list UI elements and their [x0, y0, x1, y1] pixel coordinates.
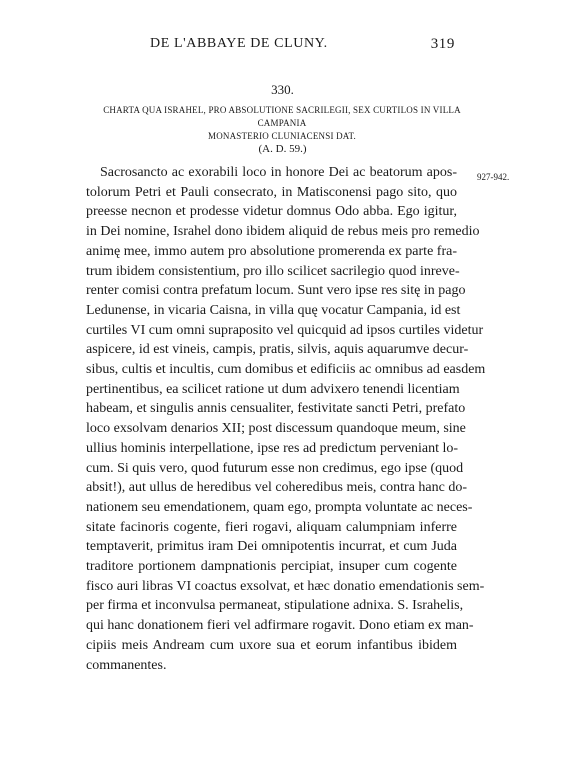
- body-line: commanentes.: [86, 657, 167, 673]
- body-line: cum. Si quis vero, quod futurum esse non credimus, ego ipse (quod: [86, 460, 464, 476]
- margin-date: 927-942.: [477, 172, 510, 182]
- body-line: Ledunense, in vicaria Caisna, in villa quę vocatur Campania, id est: [86, 302, 461, 318]
- body-line: nationem seu emendationem, quam ego, prompta voluntate ac neces-: [86, 499, 473, 515]
- body-line: temptaverit, primitus iram Dei omnipotentis incurrat, et cum Juda: [86, 539, 457, 555]
- body-line: absit!), aut ullus de heredibus vel coheredibus meis, contra hanc do-: [86, 480, 467, 496]
- charter-number: 330.: [271, 82, 294, 97]
- body-line: per firma et inconvulsa permaneat, stipulatione adnixa. S. Israhelis,: [86, 598, 464, 614]
- body-line: in Dei nomine, Israhel dono ibidem aliquid de rebus meis pro remedio: [86, 224, 480, 240]
- running-title: DE L'ABBAYE DE CLUNY.: [150, 36, 328, 51]
- charter-heading: [96, 104, 468, 143]
- body-line: habeam, et singulis annis censualiter, festivitate sancti Petri, prefato: [86, 401, 466, 417]
- charter-heading-line: MONASTERIO CLUNIACENSI DAT.: [208, 131, 356, 141]
- charter-date: (A. D. 59.): [258, 143, 307, 155]
- body-line: fisco auri libras VI coactus exsolvat, et hæc donatio emendationis sem-: [86, 578, 485, 594]
- body-line: tolorum Petri et Pauli consecrato, in Matisconensi pago sito, quo: [86, 184, 457, 200]
- body-line: pertinentibus, ea scilicet ratione ut dum advixero tenendi licentiam: [86, 381, 460, 397]
- body-line: preesse necnon et prodesse videtur domnus Odo abba. Ego igitur,: [86, 204, 457, 220]
- body-line: loco exsolvam denarios XII; post discessum quandoque meum, sine: [86, 421, 466, 437]
- body-line: qui hanc donationem fieri vel adfirmare rogavit. Dono etiam ex man-: [86, 618, 474, 634]
- body-line: ullius hominis interpellatione, ipse res ad predictum perveniant lo-: [86, 440, 459, 456]
- body-line: traditore portionem dampnationis percipiat, insuper cum cogente: [86, 559, 457, 575]
- body-line: Sacrosancto ac exorabili loco in honore Dei ac beatorum apos-: [100, 165, 457, 180]
- body-line: aspicere, id est vineis, campis, pratis, silvis, aquis aquarumve decur-: [86, 342, 469, 358]
- body-line: curtiles VI cum omni supraposito vel quicquid ad ipsos curtiles videtur: [86, 322, 484, 338]
- body-line: trum ibidem consistentium, pro illo scilicet sacrilegio quod inreve-: [86, 263, 460, 279]
- charter-body: [86, 163, 486, 675]
- body-line: sibus, cultis et incultis, cum domibus et edificiis ac omnibus ad easdem: [86, 362, 486, 378]
- body-line: cipiis meis Andream cum uxore sua et eorum infantibus ibidem: [86, 637, 457, 653]
- page-number: 319: [430, 36, 455, 52]
- body-line: sitate facinoris cogente, fieri rogavi, aliquam calumpniam inferre: [86, 519, 457, 535]
- running-head: [150, 36, 455, 56]
- body-line: animę mee, immo autem pro absolutione promerenda ex parte fra-: [86, 243, 457, 259]
- charter-heading-line: CHARTA QUA ISRAHEL, PRO ABSOLUTIONE SACRILEGII, SEX CURTILOS IN VILLA CAMPANIA: [103, 105, 461, 128]
- body-line: renter comisi contra prefatum locum. Sunt vero ipse res sitę in pago: [86, 283, 466, 299]
